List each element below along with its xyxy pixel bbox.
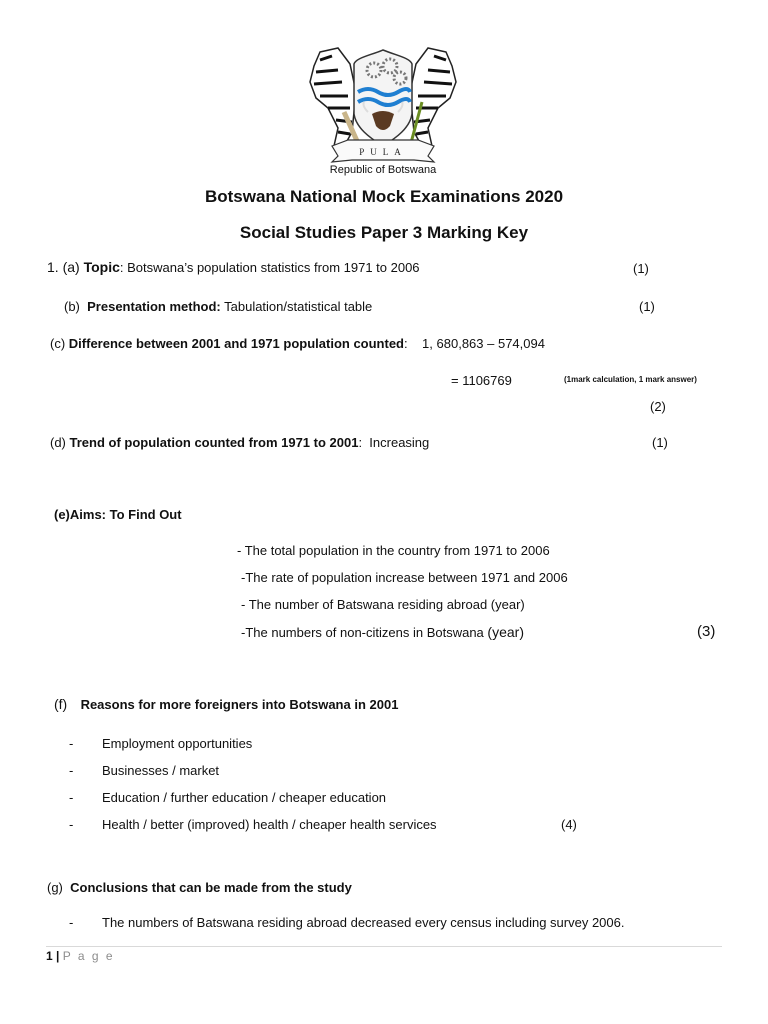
marks-1b: (1) — [639, 299, 655, 314]
topic-text: : Botswana’s population statistics from 1971 to 2006 — [119, 260, 420, 275]
list-item: - Health / better (improved) health / cheaper health services — [69, 817, 437, 832]
method-label: Presentation method: — [87, 299, 221, 314]
difference-answer: = 1106769 — [451, 373, 512, 388]
difference-label: Difference between 2001 and 1971 population counted — [68, 336, 404, 351]
list-item: - The numbers of Batswana residing abroad decreased every census including survey 2006. — [69, 915, 625, 930]
trend-text: : Increasing — [358, 435, 430, 450]
marking-note: (1mark calculation, 1 mark answer) — [564, 375, 697, 384]
zebra-right-icon — [410, 48, 456, 150]
page-separator: | — [56, 949, 60, 963]
country-label: Republic of Botswana — [329, 164, 437, 176]
aim-item — [241, 624, 524, 640]
label: (g) — [47, 880, 63, 895]
motto-text: PULA — [359, 147, 407, 157]
question-1a — [47, 259, 420, 275]
label: 1. (a) — [47, 259, 80, 275]
marks-1a: (1) — [633, 261, 649, 276]
question-1c — [50, 336, 545, 351]
label: (b) — [64, 299, 80, 314]
question-1b — [64, 299, 372, 314]
document-subtitle: Social Studies Paper 3 Marking Key — [239, 223, 529, 242]
heading-text: Conclusions that can be made from the study — [70, 880, 352, 895]
label: (f) — [54, 696, 68, 712]
topic-label: Topic — [83, 259, 120, 275]
footer-divider — [46, 946, 722, 947]
marks-1d: (1) — [652, 435, 668, 450]
coat-of-arms — [298, 42, 468, 178]
list-item: - Education / further education / cheaper education — [69, 790, 387, 805]
list-item: - Employment opportunities — [69, 736, 253, 751]
question-1g-heading — [47, 880, 352, 895]
aim-item: -The rate of population increase between 1971 and 2006 — [241, 570, 568, 585]
label: (d) — [50, 435, 66, 450]
question-1d — [50, 435, 429, 450]
page-number: 1 — [46, 949, 53, 963]
page-footer — [46, 949, 115, 963]
marks-1c: (2) — [650, 399, 666, 414]
trend-label: Trend of population counted from 1971 to 2001 — [69, 435, 359, 450]
difference-calc: : 1, 680,863 – 574,094 — [404, 336, 545, 351]
question-1f-heading — [54, 696, 398, 714]
document-title: Botswana National Mock Examinations 2020 — [204, 187, 564, 206]
page-word: P a g e — [62, 949, 115, 963]
method-text: Tabulation/statistical table — [220, 299, 373, 314]
marks-1f: (4) — [561, 817, 577, 832]
aim-item-suffix: (year) — [487, 624, 524, 640]
marks-1e: (3) — [697, 623, 716, 640]
aim-item-text: -The numbers of non-citizens in Botswana — [241, 625, 484, 640]
list-item: - Businesses / market — [69, 763, 220, 778]
aim-item: - The number of Batswana residing abroad (year) — [241, 597, 525, 612]
heading-text: Reasons for more foreigners into Botswana in 2001 — [80, 697, 399, 712]
question-1e-heading: (e)Aims: To Find Out — [54, 507, 182, 522]
aim-item: - The total population in the country from 1971 to 2006 — [237, 543, 550, 558]
label: (c) — [50, 336, 66, 351]
zebra-left-icon — [310, 48, 356, 150]
